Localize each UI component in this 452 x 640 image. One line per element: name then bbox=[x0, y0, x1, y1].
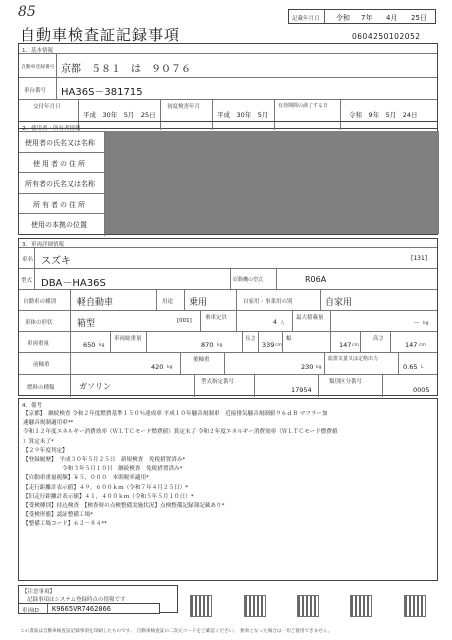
remark-line: ）算定未了* bbox=[23, 438, 54, 445]
shape-value-cell bbox=[71, 311, 201, 331]
remark-line: 【自動車重量税額】￥５，０００ 本則税率適用* bbox=[23, 475, 149, 482]
use-value: 乗用 bbox=[189, 298, 208, 308]
capacity-label: 乗車定員 bbox=[205, 315, 228, 321]
owner-name-label-cell bbox=[19, 173, 105, 193]
chassis-row bbox=[19, 78, 437, 100]
user-name-label-cell bbox=[19, 132, 105, 152]
shape-row bbox=[19, 311, 437, 332]
remark-line: 【受検形態】認証整備工場* bbox=[23, 512, 93, 519]
private-label-cell bbox=[237, 290, 321, 310]
weight-row bbox=[19, 332, 437, 353]
issue-date-divider bbox=[324, 10, 325, 23]
length-unit: cm bbox=[275, 343, 282, 348]
user-address-label-cell bbox=[19, 153, 105, 172]
handwritten-number: 85 bbox=[18, 4, 36, 20]
height-label-cell bbox=[361, 332, 391, 352]
vehicle-id-value: K9665VR7462066 bbox=[52, 605, 112, 613]
document-number: 0604250102052 bbox=[352, 32, 421, 41]
section3-heading: 3．車両詳細情報 bbox=[22, 242, 64, 248]
axle-rear-label-cell bbox=[181, 353, 225, 374]
maker-label: 車名 bbox=[22, 257, 34, 263]
type-label-cell bbox=[19, 290, 71, 310]
engine-value: R06A bbox=[305, 275, 327, 284]
shape-label-cell bbox=[19, 311, 71, 331]
issue-era: 令和 bbox=[336, 14, 350, 22]
type-row bbox=[19, 290, 437, 311]
remark-line: 【走行距離計表示値】４９，６００ｋｍ（令和７年４月２５日）* bbox=[23, 484, 189, 491]
plate-value: 京都 ５８１ は ９０７６ bbox=[61, 64, 191, 75]
height-label: 高さ bbox=[373, 336, 385, 342]
remarks-text bbox=[23, 410, 435, 530]
gross-label-cell bbox=[111, 332, 147, 352]
footer-note: この書面は自動車検査証記録事項を印刷したものです。 自動車検査証の二次元コードをご確認ください。 無効となった場合は一切ご使用できません。 bbox=[20, 629, 333, 634]
issue-value: 平成 30年 5月 25日 bbox=[83, 111, 156, 119]
capacity-unit: 人 bbox=[280, 321, 285, 326]
qr-code-icon bbox=[297, 595, 319, 617]
axle-rear-unit: kg bbox=[316, 365, 322, 370]
remark-line: 【京都】 継続検査 令和２年度燃費基準１５０％達成車 平成１０年騒音規制車 近接排気騒音規制値９６ｄＢ マフラー加 bbox=[23, 411, 328, 417]
length-label-cell bbox=[243, 332, 259, 352]
remark-line: 【旧走行距離計表示値】４１，４００ｋｍ（令和５年５月１０日）* bbox=[23, 493, 194, 500]
height-unit: cm bbox=[419, 343, 426, 348]
fuel-value: ガソリン bbox=[79, 382, 111, 391]
displacement-value: 0.65 bbox=[403, 363, 418, 371]
type-label: 自動車の種別 bbox=[23, 299, 57, 305]
qr-code-icon bbox=[404, 595, 426, 617]
owner-name-label: 所有者の氏名又は名称 bbox=[25, 180, 95, 188]
issue-date-box bbox=[288, 9, 436, 24]
model-value-cell bbox=[35, 269, 231, 289]
weight-value: 650 bbox=[83, 341, 96, 349]
remark-line: 【受検種別】持込検査 【検査時の点検整備実施状況】点検整備記録簿記載あり* bbox=[23, 503, 225, 510]
capacity-label-cell bbox=[201, 311, 237, 331]
page-title: 自動車検査証記録事項 bbox=[20, 26, 181, 44]
expiry-label: 有効期間の満了する日 bbox=[278, 103, 329, 109]
section4-heading: 4．備考 bbox=[22, 403, 42, 409]
engine-label-cell bbox=[231, 269, 277, 289]
fuel-row bbox=[19, 375, 437, 397]
plate-label-cell bbox=[19, 54, 57, 77]
qr-code-icon bbox=[244, 595, 266, 617]
maker-row bbox=[19, 248, 437, 269]
section1-heading: 1．基本情報 bbox=[22, 48, 53, 54]
gross-label: 車両総重量 bbox=[114, 336, 142, 342]
width-value-cell bbox=[331, 332, 361, 352]
axle-front-label-cell bbox=[19, 353, 71, 374]
model-label: 型式 bbox=[21, 278, 33, 284]
gross-value: 870 bbox=[201, 341, 214, 349]
maxload-value: － bbox=[413, 319, 420, 327]
model-designation-value: 17954 bbox=[291, 386, 312, 394]
chassis-label-cell bbox=[19, 78, 57, 99]
model-row bbox=[19, 269, 437, 290]
maxload-label-cell bbox=[293, 311, 331, 331]
qr-code-icon bbox=[350, 595, 372, 617]
capacity-value-cell bbox=[237, 311, 293, 331]
width-value: 147 bbox=[339, 341, 352, 349]
category-label: 類別区分番号 bbox=[329, 379, 363, 385]
shape-value: 箱型 bbox=[77, 319, 96, 329]
model-designation-value-cell bbox=[255, 375, 319, 397]
notes-heading: 【注意事項】 bbox=[22, 589, 56, 595]
maker-label-cell bbox=[19, 248, 35, 268]
remark-line: 速騒音規制適用車** bbox=[23, 420, 74, 427]
fuel-label: 燃料の種類 bbox=[27, 385, 55, 391]
base-location-label-cell bbox=[19, 214, 105, 236]
displacement-unit: L bbox=[421, 365, 424, 370]
base-location-label: 使用の本拠の位置 bbox=[31, 221, 87, 229]
chassis-label: 車台番号 bbox=[24, 88, 47, 94]
user-name-label: 使用者の氏名又は名称 bbox=[25, 139, 95, 147]
axle-rear-value: 230 bbox=[301, 363, 314, 371]
owner-address-label: 所有者の住所 bbox=[33, 201, 87, 209]
model-designation-label-cell bbox=[195, 375, 255, 397]
issue-month: 4月 bbox=[386, 14, 398, 22]
fuel-value-cell bbox=[71, 375, 195, 397]
plate-label: 自動車登録番号 bbox=[21, 65, 55, 70]
type-value-cell bbox=[71, 290, 157, 310]
type-value: 軽自動車 bbox=[77, 298, 114, 308]
height-value: 147 bbox=[405, 341, 418, 349]
remarks-section bbox=[18, 398, 438, 581]
axle-front-unit: kg bbox=[167, 365, 173, 370]
private-value: 自家用 bbox=[325, 298, 353, 308]
maker-code: [131] bbox=[411, 255, 428, 262]
vehicle-id-box bbox=[18, 603, 160, 614]
maxload-label: 最大積載量 bbox=[296, 315, 324, 321]
width-label: 幅 bbox=[286, 336, 292, 342]
redaction-block bbox=[105, 131, 439, 234]
weight-value-cell bbox=[71, 332, 111, 352]
use-label-cell bbox=[157, 290, 185, 310]
category-value: 0005 bbox=[413, 386, 430, 394]
remark-line: 【整備工場コード】６２－８４** bbox=[23, 521, 107, 528]
use-label: 用途 bbox=[162, 299, 174, 305]
section-heading-row bbox=[19, 44, 437, 54]
plate-row bbox=[19, 54, 437, 78]
basic-info-section bbox=[18, 43, 438, 129]
qr-code-icon bbox=[190, 595, 212, 617]
remark-line: 令和１２年度エネルギー消費効率（ＷＬＴＣモード燃費値）算定未了 令和２年度エネルギー消費効率（ＷＬＴＣモード燃費値 bbox=[23, 429, 338, 436]
first-reg-label: 初度検査年月 bbox=[167, 104, 201, 110]
use-value-cell bbox=[185, 290, 237, 310]
remark-line: 【２９年度判定】 bbox=[23, 447, 68, 454]
weight-label-cell bbox=[19, 332, 71, 352]
displacement-label-cell bbox=[325, 353, 399, 374]
issue-day: 25日 bbox=[411, 14, 427, 22]
vehicle-details-section bbox=[18, 238, 438, 396]
vehicle-id-divider bbox=[47, 604, 48, 613]
length-value: 339 bbox=[262, 341, 275, 349]
model-value: DBA－HA36S bbox=[41, 278, 106, 289]
length-value-cell bbox=[259, 332, 283, 352]
first-reg-value: 平成 30年 5月 bbox=[217, 111, 269, 119]
vehicle-id-label: 車両ID bbox=[22, 608, 39, 614]
axle-front-value-cell bbox=[71, 353, 181, 374]
capacity-value: 4 bbox=[273, 319, 277, 326]
user-address-label: 使用者の住所 bbox=[33, 160, 87, 168]
weight-unit: kg bbox=[99, 343, 105, 348]
shape-label: 車体の形状 bbox=[25, 320, 53, 326]
model-label-cell bbox=[19, 269, 35, 289]
axle-rear-value-cell bbox=[225, 353, 325, 374]
remark-line: 令和３年５月１０日 継続検査 免税措置済み* bbox=[23, 466, 183, 473]
chassis-value: HA36S－381715 bbox=[61, 87, 143, 98]
owner-address-label-cell bbox=[19, 194, 105, 213]
axle-front-label: 前軸重 bbox=[33, 362, 50, 368]
fuel-label-cell bbox=[19, 375, 71, 397]
gross-value-cell bbox=[147, 332, 243, 352]
shape-code: [001] bbox=[177, 318, 192, 324]
axle-front-value: 420 bbox=[151, 363, 164, 371]
issue-label: 交付年月日 bbox=[33, 104, 61, 110]
model-designation-label: 型式指定番号 bbox=[201, 379, 235, 385]
engine-label: 原動機の型式 bbox=[233, 277, 264, 283]
axle-rear-label: 後軸重 bbox=[193, 357, 210, 363]
maker-value: スズキ bbox=[41, 256, 71, 267]
gross-unit: kg bbox=[217, 343, 223, 348]
section2-heading: 2．使用者・所有者情報 bbox=[22, 126, 81, 132]
category-label-cell bbox=[319, 375, 383, 397]
issue-date-label: 記載年月日 bbox=[292, 16, 320, 22]
length-label: 長さ bbox=[245, 336, 257, 342]
width-label-cell bbox=[283, 332, 331, 352]
section3-heading-row bbox=[19, 239, 437, 248]
maxload-unit: kg bbox=[423, 321, 429, 326]
private-label: 自家用・事業用の別 bbox=[243, 299, 293, 305]
width-unit: cm bbox=[352, 343, 359, 348]
issue-year: 7年 bbox=[361, 14, 373, 22]
displacement-label: 総排気量又は定格出力 bbox=[328, 356, 379, 362]
remark-line: 【登録履歴】 平成３０年５月２５日 新規検査 免税措置済み* bbox=[23, 457, 186, 464]
notes-text: 記録事項はシステム登録時点の情報です bbox=[27, 597, 126, 603]
expiry-value: 令和 9年 5月 24日 bbox=[349, 111, 418, 119]
weight-label: 車両重量 bbox=[27, 341, 50, 347]
axle-row bbox=[19, 353, 437, 375]
